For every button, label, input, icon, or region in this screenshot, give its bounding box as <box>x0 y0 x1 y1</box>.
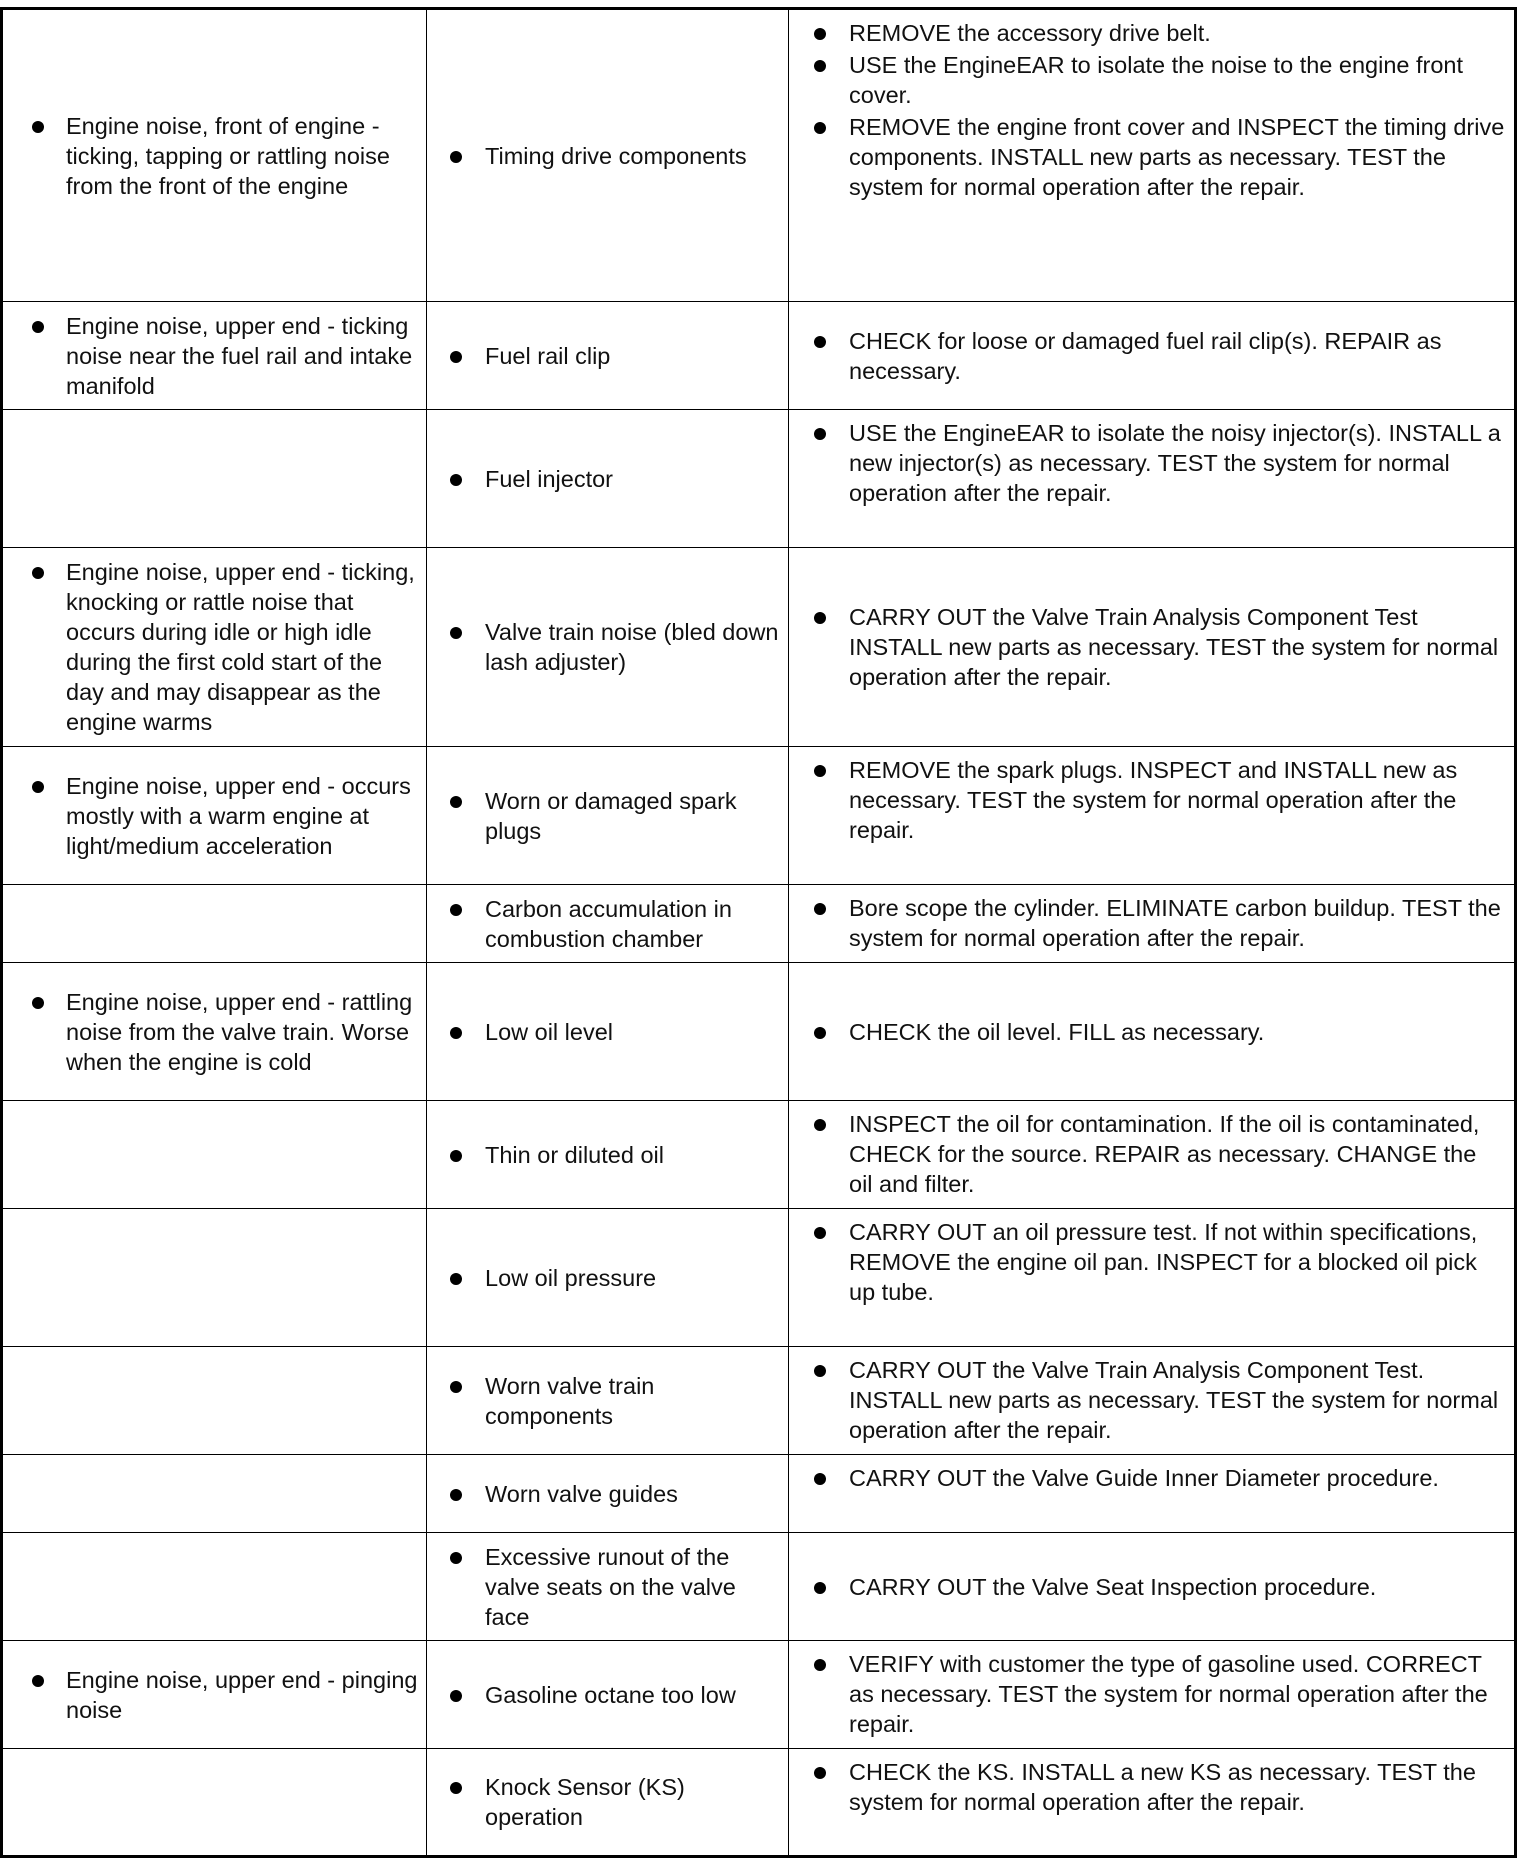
action-text: USE the EngineEAR to isolate the noise to the engine front cover. <box>789 50 1506 110</box>
source-cell <box>427 885 789 963</box>
condition-cell <box>2 1347 427 1455</box>
action-cell <box>789 1749 1516 1857</box>
condition-text: Engine noise, upper end - rattling noise from the valve train. Worse when the engine is cold <box>3 987 418 1077</box>
action-text: CHECK for loose or damaged fuel rail clip(s). REPAIR as necessary. <box>789 326 1506 386</box>
source-text: Low oil level <box>427 1017 780 1047</box>
source-text: Timing drive components <box>427 141 780 171</box>
source-text: Fuel injector <box>427 464 780 494</box>
table-row <box>2 963 1516 1101</box>
source-cell <box>427 1101 789 1209</box>
action-text: CARRY OUT the Valve Train Analysis Component Test INSTALL new parts as necessary. TEST the system for normal operation after the repair. <box>789 602 1506 692</box>
table-row <box>2 9 1516 302</box>
source-cell <box>427 1533 789 1641</box>
action-cell <box>789 548 1516 747</box>
condition-cell <box>2 1101 427 1209</box>
source-cell <box>427 747 789 885</box>
table-row <box>2 747 1516 885</box>
table-row <box>2 1101 1516 1209</box>
source-text: Excessive runout of the valve seats on the valve face <box>427 1542 780 1632</box>
table-row <box>2 1533 1516 1641</box>
source-cell <box>427 548 789 747</box>
condition-cell <box>2 1749 427 1857</box>
source-cell <box>427 410 789 548</box>
source-cell <box>427 9 789 302</box>
action-cell <box>789 9 1516 302</box>
source-text: Worn or damaged spark plugs <box>427 786 780 846</box>
table-row <box>2 1749 1516 1857</box>
action-cell <box>789 302 1516 410</box>
table-row <box>2 1347 1516 1455</box>
action-cell <box>789 747 1516 885</box>
action-cell <box>789 1455 1516 1533</box>
condition-cell <box>2 885 427 963</box>
action-text: INSPECT the oil for contamination. If the oil is contaminated, CHECK for the source. REPAIR as necessary. CHANGE the oil and filter. <box>789 1109 1506 1199</box>
action-text: CHECK the KS. INSTALL a new KS as necessary. TEST the system for normal operation after the repair. <box>789 1757 1506 1817</box>
source-text: Gasoline octane too low <box>427 1680 780 1710</box>
action-text: USE the EngineEAR to isolate the noisy injector(s). INSTALL a new injector(s) as necessary. TEST the system for normal operation after the repair. <box>789 418 1506 508</box>
table-row <box>2 410 1516 548</box>
condition-text: Engine noise, upper end - pinging noise <box>3 1665 418 1725</box>
action-text: CARRY OUT the Valve Seat Inspection procedure. <box>789 1572 1506 1602</box>
action-cell <box>789 963 1516 1101</box>
condition-cell <box>2 747 427 885</box>
source-text: Knock Sensor (KS) operation <box>427 1772 780 1832</box>
condition-cell <box>2 548 427 747</box>
action-cell <box>789 410 1516 548</box>
table-row <box>2 1209 1516 1347</box>
source-text: Fuel rail clip <box>427 341 780 371</box>
action-text: REMOVE the spark plugs. INSPECT and INSTALL new as necessary. TEST the system for normal operation after the repair. <box>789 755 1506 845</box>
source-text: Valve train noise (bled down lash adjuster) <box>427 617 780 677</box>
table-row <box>2 548 1516 747</box>
source-cell <box>427 963 789 1101</box>
source-text: Carbon accumulation in combustion chamber <box>427 894 780 954</box>
diagnosis-table <box>0 7 1517 1858</box>
table-row <box>2 1641 1516 1749</box>
action-text: CHECK the oil level. FILL as necessary. <box>789 1017 1506 1047</box>
source-cell <box>427 1209 789 1347</box>
condition-cell <box>2 9 427 302</box>
source-text: Worn valve guides <box>427 1479 780 1509</box>
action-text: REMOVE the engine front cover and INSPECT the timing drive components. INSTALL new parts as necessary. TEST the system for normal operation after the repair. <box>789 112 1506 202</box>
condition-cell <box>2 410 427 548</box>
source-cell <box>427 1749 789 1857</box>
source-text: Low oil pressure <box>427 1263 780 1293</box>
table-row <box>2 302 1516 410</box>
source-cell <box>427 1641 789 1749</box>
condition-text: Engine noise, upper end - ticking, knocking or rattle noise that occurs during idle or high idle during the first cold start of the day and may disappear as the engine warms <box>3 557 418 737</box>
action-cell <box>789 1347 1516 1455</box>
condition-text: Engine noise, upper end - occurs mostly with a warm engine at light/medium acceleration <box>3 771 418 861</box>
action-text: CARRY OUT an oil pressure test. If not within specifications, REMOVE the engine oil pan. INSPECT for a blocked oil pick up tube. <box>789 1217 1506 1307</box>
action-text: Bore scope the cylinder. ELIMINATE carbon buildup. TEST the system for normal operation after the repair. <box>789 893 1506 953</box>
source-cell <box>427 1347 789 1455</box>
action-text: CARRY OUT the Valve Train Analysis Component Test. INSTALL new parts as necessary. TEST the system for normal operation after the repair. <box>789 1355 1506 1445</box>
action-cell <box>789 1209 1516 1347</box>
condition-cell <box>2 1641 427 1749</box>
action-cell <box>789 885 1516 963</box>
action-cell <box>789 1641 1516 1749</box>
source-text: Thin or diluted oil <box>427 1140 780 1170</box>
action-text: CARRY OUT the Valve Guide Inner Diameter procedure. <box>789 1463 1506 1493</box>
condition-text: Engine noise, front of engine - ticking, tapping or rattling noise from the front of the engine <box>3 111 418 201</box>
condition-cell <box>2 1455 427 1533</box>
action-text: REMOVE the accessory drive belt. <box>789 18 1506 48</box>
action-text: VERIFY with customer the type of gasoline used. CORRECT as necessary. TEST the system for normal operation after the repair. <box>789 1649 1506 1739</box>
action-cell <box>789 1533 1516 1641</box>
condition-cell <box>2 302 427 410</box>
source-cell <box>427 302 789 410</box>
condition-cell <box>2 1533 427 1641</box>
table-row <box>2 885 1516 963</box>
condition-cell <box>2 963 427 1101</box>
action-cell <box>789 1101 1516 1209</box>
table-row <box>2 1455 1516 1533</box>
condition-text: Engine noise, upper end - ticking noise near the fuel rail and intake manifold <box>3 311 418 401</box>
condition-cell <box>2 1209 427 1347</box>
source-cell <box>427 1455 789 1533</box>
source-text: Worn valve train components <box>427 1371 780 1431</box>
